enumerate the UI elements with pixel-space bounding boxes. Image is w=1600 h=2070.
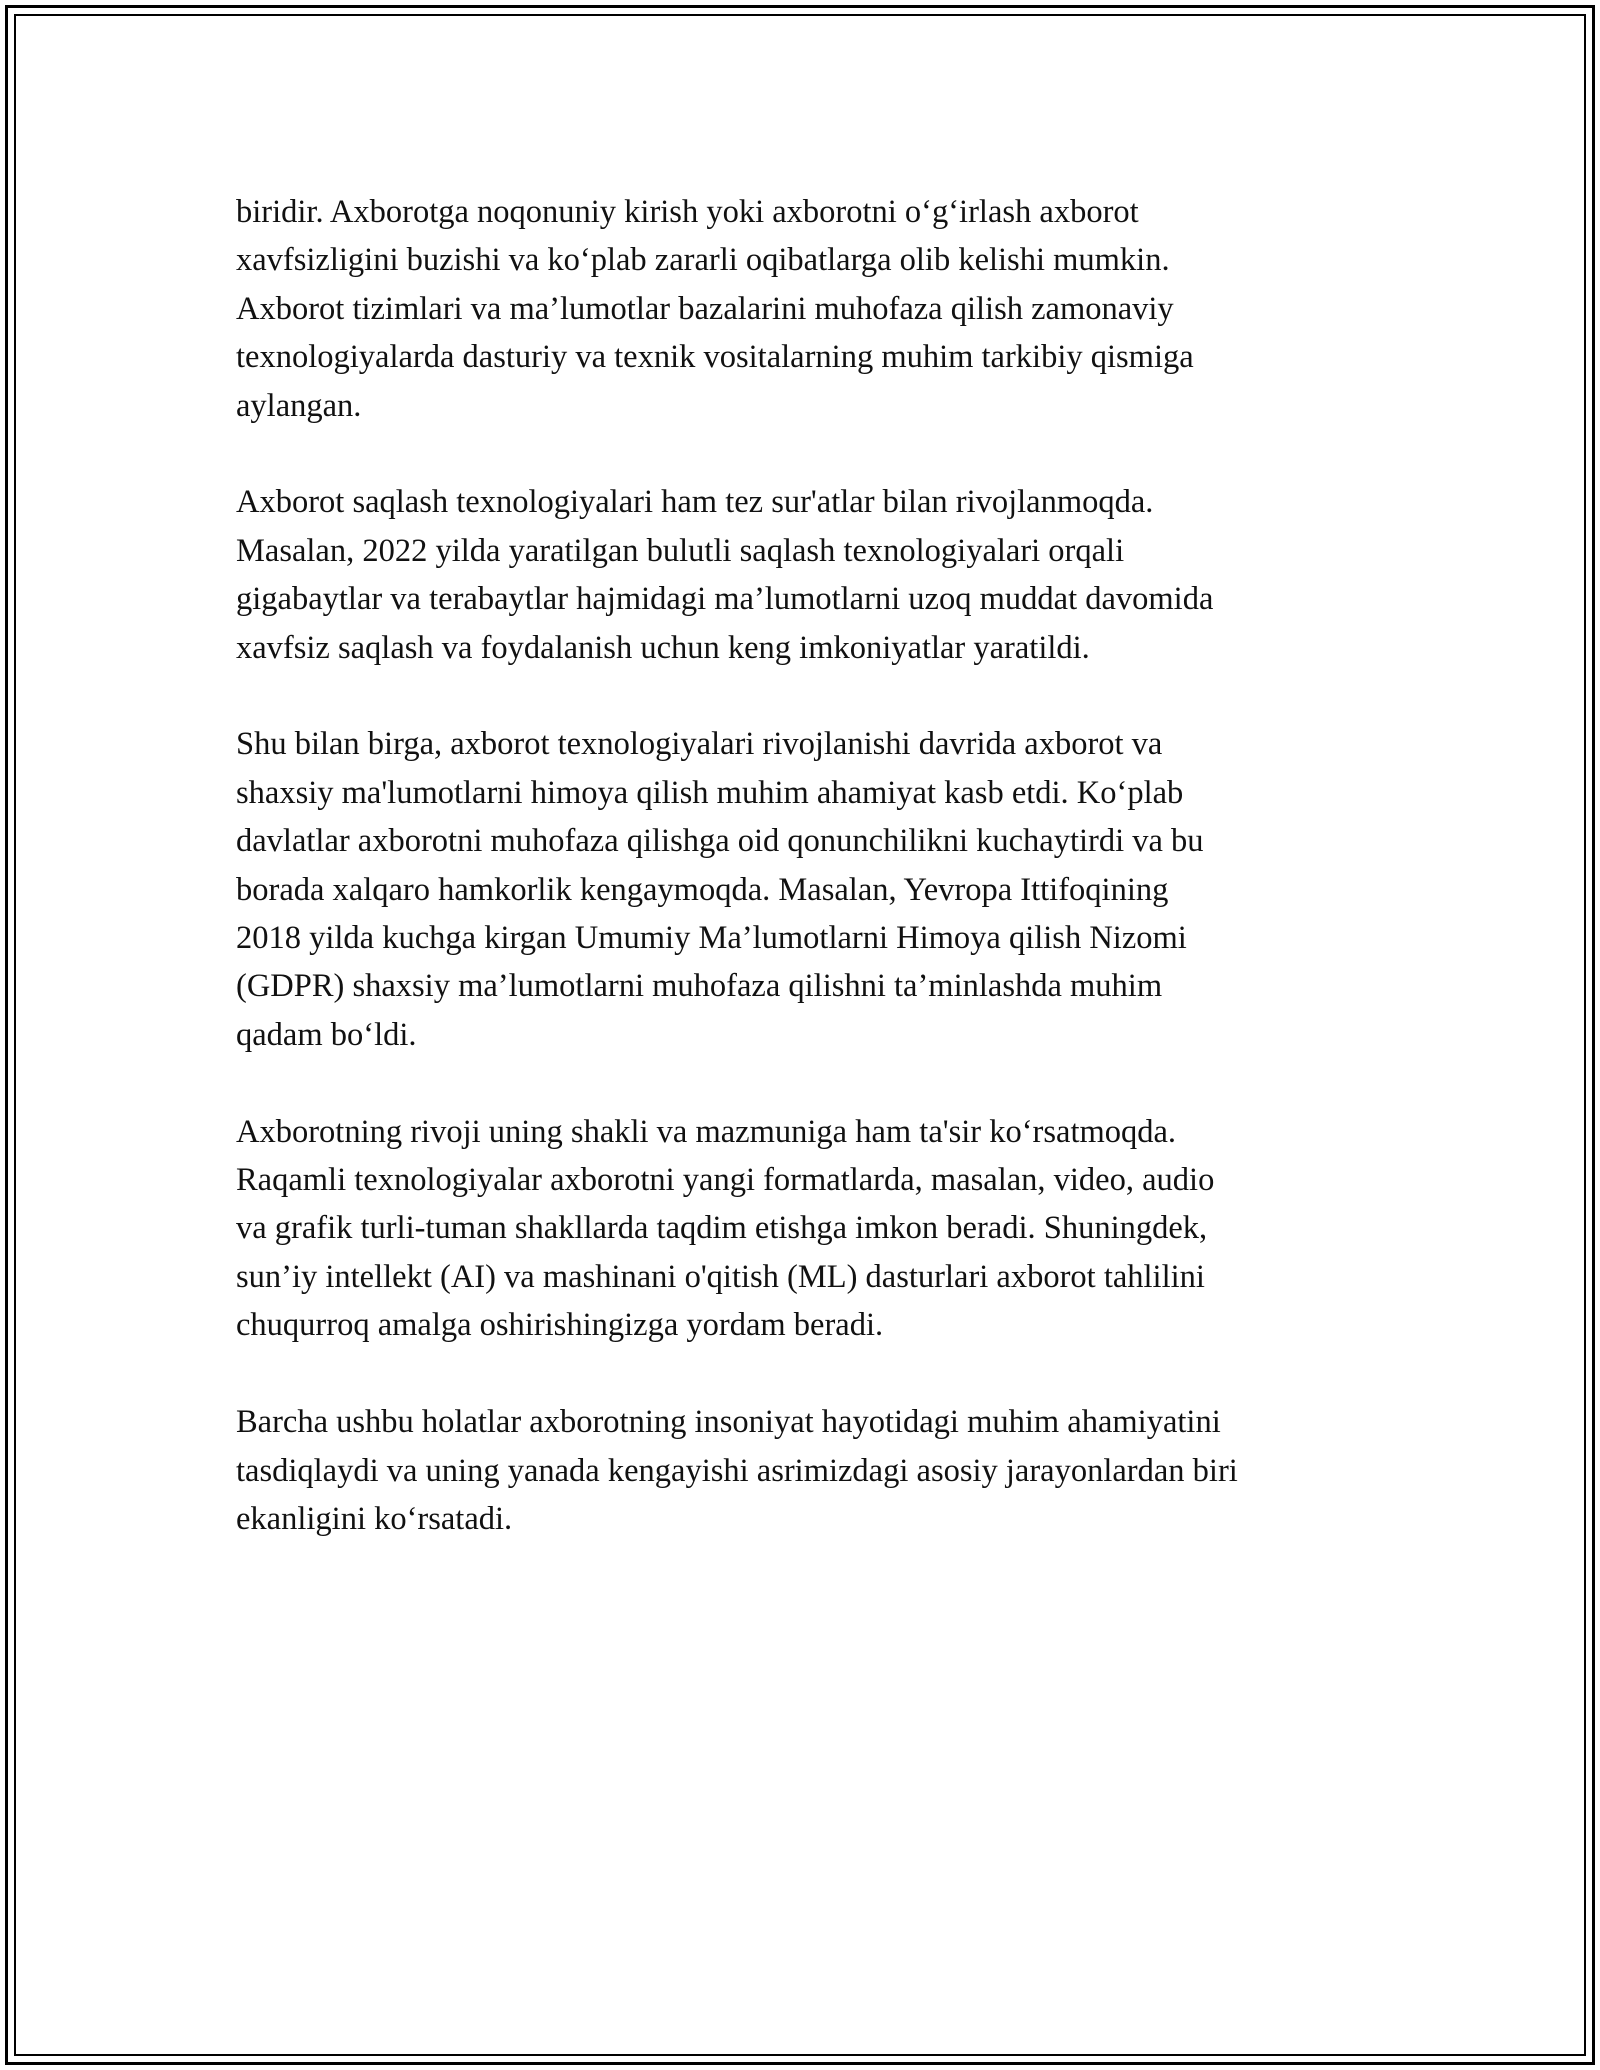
text-line: (GDPR) shaxsiy ma’lumotlarni muhofaza qilishni ta’minlashda muhim [236, 968, 1163, 1005]
paragraph [236, 1398, 1381, 1543]
paragraph [236, 720, 1381, 1059]
text-line: ekanligini ko‘rsatadi. [236, 1500, 513, 1537]
text-line: Axborot saqlash texnologiyalari ham tez sur'atlar bilan rivojlanmoqda. [236, 484, 1154, 521]
text-line: aylangan. [236, 387, 362, 424]
paragraph [236, 478, 1381, 672]
text-line: Masalan, 2022 yilda yaratilgan bulutli saqlash texnologiyalari orqali [236, 532, 1125, 569]
text-line: shaxsiy ma'lumotlarni himoya qilish muhim ahamiyat kasb etdi. Ko‘plab [236, 774, 1184, 811]
text-line: sun’iy intellekt (AI) va mashinani o'qitish (ML) dasturlari axborot tahlilini [236, 1258, 1205, 1295]
text-line: borada xalqaro hamkorlik kengaymoqda. Masalan, Yevropa Ittifoqining [236, 871, 1169, 908]
text-line: chuqurroq amalga oshirishingizga yordam beradi. [236, 1307, 884, 1344]
text-line: Shu bilan birga, axborot texnologiyalari rivojlanishi davrida axborot va [236, 726, 1163, 763]
text-line: gigabaytlar va terabaytlar hajmidagi ma’lumotlarni uzoq muddat davomida [236, 581, 1214, 618]
text-line: xavfsizligini buzishi va ko‘plab zararli oqibatlarga olib kelishi mumkin. [236, 242, 1170, 279]
paragraph [236, 188, 1381, 430]
text-line: tasdiqlaydi va uning yanada kengayishi asrimizdagi asosiy jarayonlardan biri [236, 1452, 1238, 1489]
text-line: Barcha ushbu holatlar axborotning insoniyat hayotidagi muhim ahamiyatini [236, 1404, 1221, 1441]
text-line: davlatlar axborotni muhofaza qilishga oid qonunchilikni kuchaytirdi va bu [236, 823, 1204, 860]
text-line: Axborot tizimlari va ma’lumotlar bazalarini muhofaza qilish zamonaviy [236, 290, 1174, 327]
paragraph [236, 1108, 1381, 1350]
text-line: 2018 yilda kuchga kirgan Umumiy Ma’lumotlarni Himoya qilish Nizomi [236, 920, 1187, 957]
text-line: Axborotning rivoji uning shakli va mazmuniga ham ta'sir ko‘rsatmoqda. [236, 1113, 1177, 1150]
text-line: va grafik turli-tuman shakllarda taqdim etishga imkon beradi. Shuningdek, [236, 1210, 1208, 1247]
text-line: xavfsiz saqlash va foydalanish uchun keng imkoniyatlar yaratildi. [236, 629, 1090, 666]
text-line: Raqamli texnologiyalar axborotni yangi formatlarda, masalan, video, audio [236, 1162, 1215, 1199]
text-line: biridir. Axborotga noqonuniy kirish yoki axborotni o‘g‘irlash axborot [236, 194, 1139, 230]
text-line: texnologiyalarda dasturiy va texnik vositalarning muhim tarkibiy qismiga [236, 339, 1194, 376]
text-line: qadam bo‘ldi. [236, 1016, 417, 1053]
document-body [236, 188, 1381, 1592]
